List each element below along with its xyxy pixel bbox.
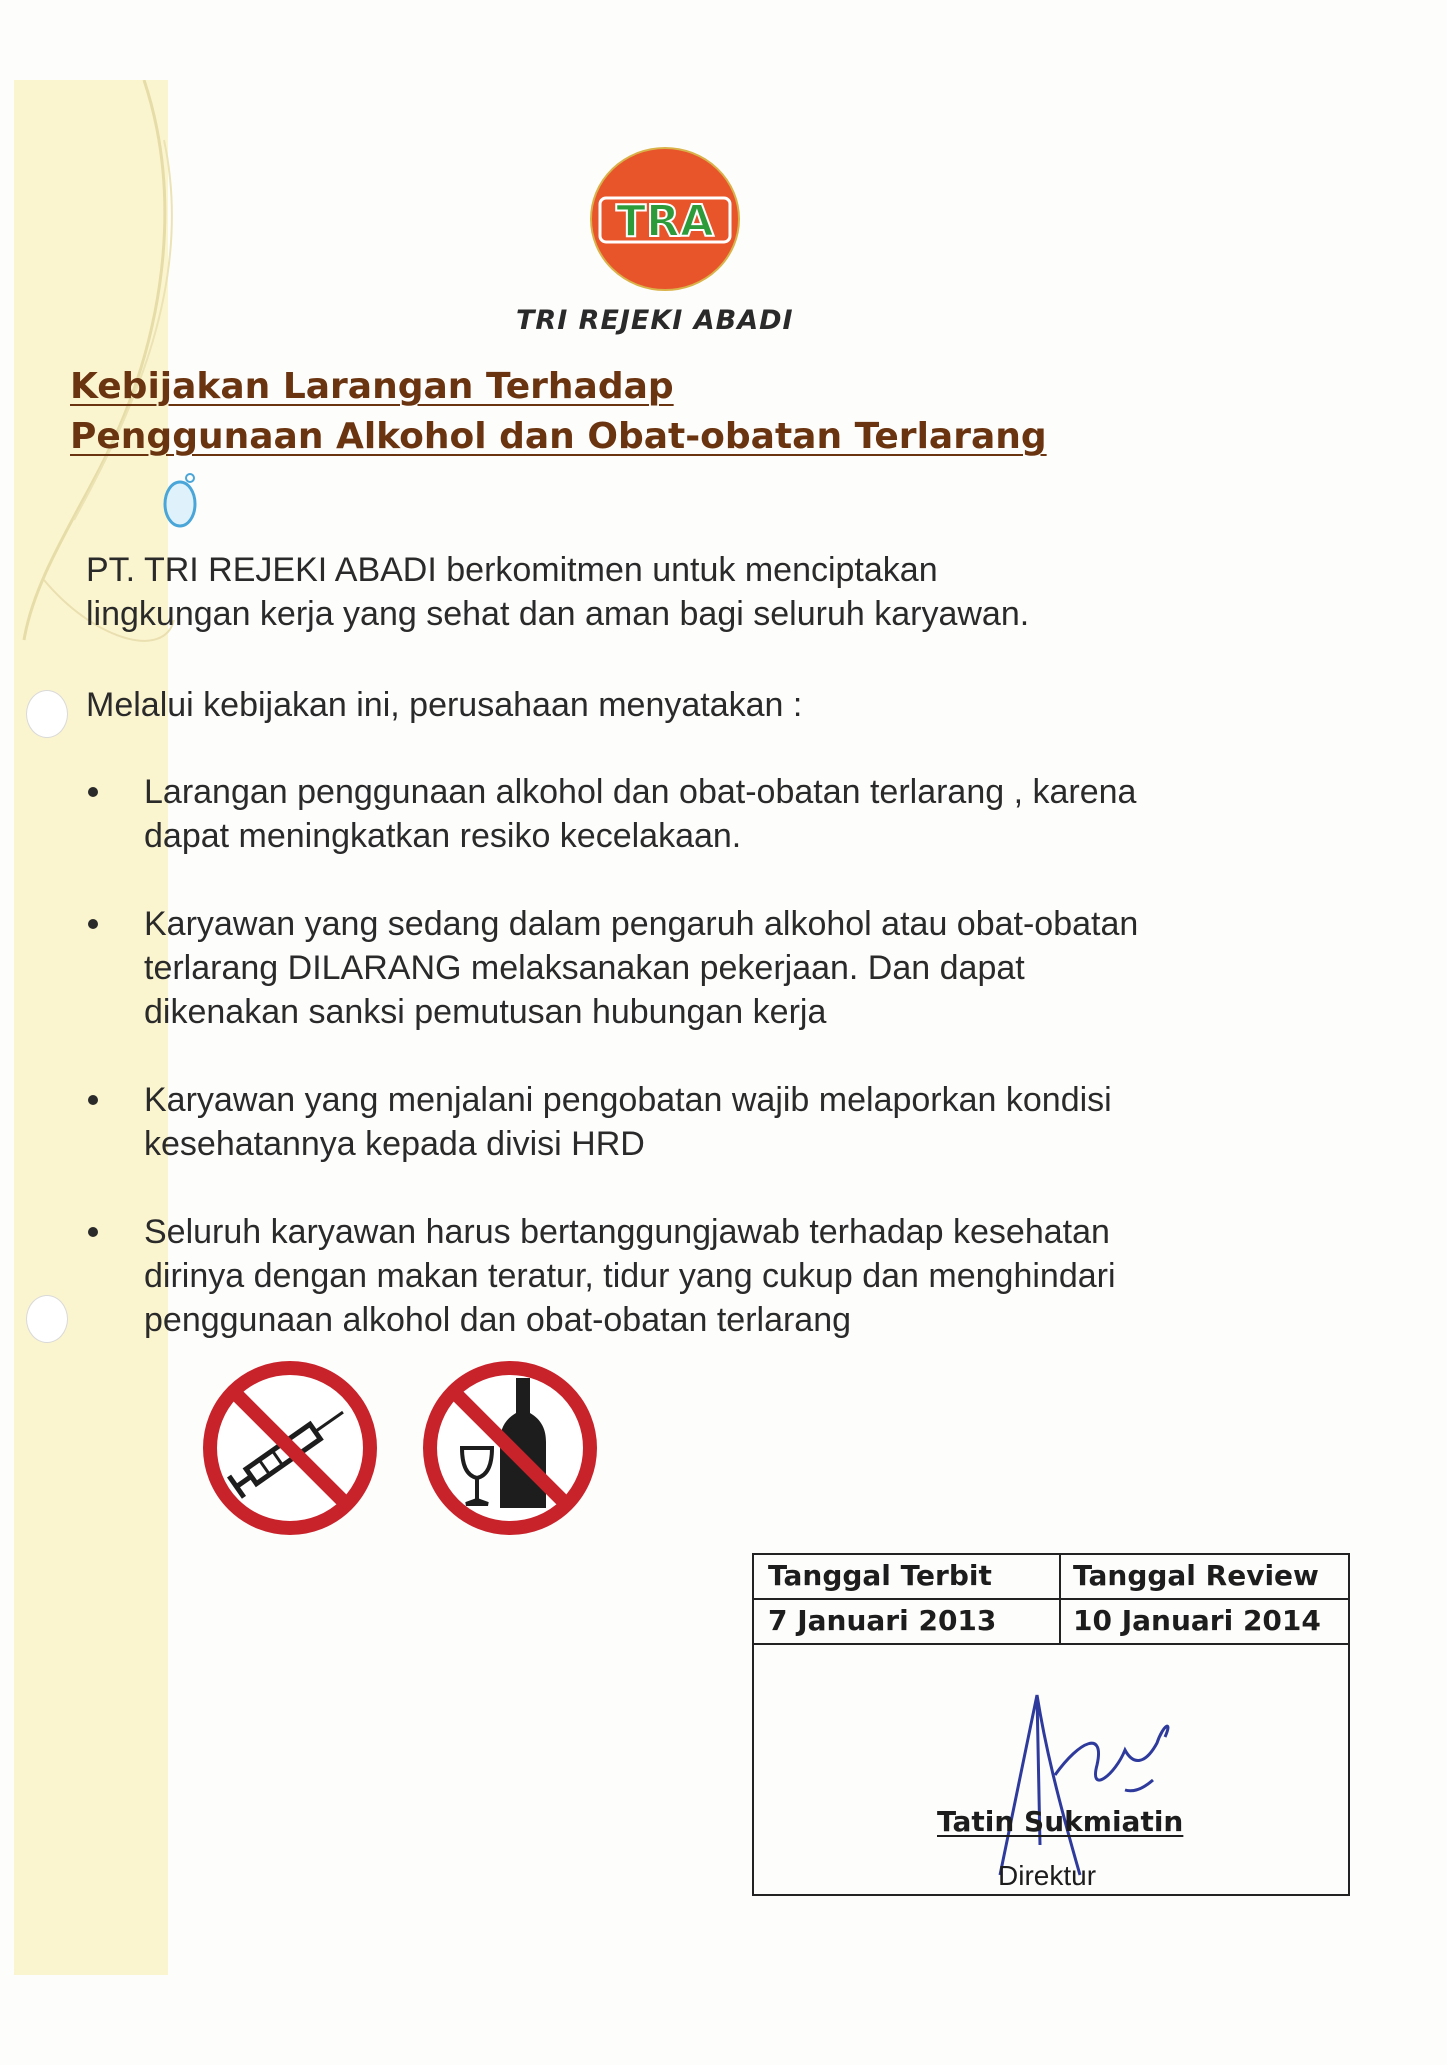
bullet-line: Larangan penggunaan alkohol dan obat-obatan terlarang , karena — [144, 773, 1137, 811]
bullet-dot — [88, 787, 98, 797]
bullet-dot — [88, 1095, 98, 1105]
intro-paragraph — [86, 548, 1286, 636]
list-item — [86, 1078, 1112, 1166]
tra-logo-icon — [590, 146, 740, 292]
no-alcohol-icon — [430, 1368, 590, 1528]
punch-hole-bottom — [26, 1295, 68, 1343]
bullet-line: penggunaan alkohol dan obat-obatan terlarang — [144, 1301, 852, 1339]
policy-title-line-2: Penggunaan Alkohol dan Obat-obatan Terlarang — [70, 416, 1047, 457]
review-date-label: Tanggal Review — [1073, 1559, 1319, 1592]
review-date-value: 10 Januari 2014 — [1073, 1604, 1321, 1637]
no-drugs-icon — [210, 1368, 370, 1528]
issue-date-value: 7 Januari 2013 — [768, 1604, 997, 1637]
list-item — [86, 770, 1136, 858]
signer-title: Direktur — [998, 1860, 1097, 1891]
signer-name: Tatin Sukmiatin — [937, 1805, 1184, 1838]
logo-text: TRA — [616, 196, 714, 247]
bullet-line: dirinya dengan makan teratur, tidur yang cukup dan menghindari — [144, 1257, 1116, 1295]
lead-statement: Melalui kebijakan ini, perusahaan menyatakan : — [86, 686, 803, 724]
bullet-line: dikenakan sanksi pemutusan hubungan kerja — [144, 993, 827, 1031]
row-divider — [754, 1598, 1348, 1600]
bullet-dot — [88, 919, 98, 929]
bullet-line: Karyawan yang sedang dalam pengaruh alkohol atau obat-obatan — [144, 905, 1139, 943]
water-drop-icon — [160, 470, 200, 530]
bullet-line: kesehatannya kepada divisi HRD — [144, 1125, 645, 1163]
bullet-dot — [88, 1227, 98, 1237]
list-item — [86, 902, 1138, 1034]
policy-title — [70, 362, 1047, 462]
company-name: TRI REJEKI ABADI — [516, 305, 794, 336]
prohibition-icons — [200, 1358, 620, 1538]
bullet-line: terlarang DILARANG melaksanakan pekerjaan. Dan dapat — [144, 949, 1025, 987]
issue-date-label: Tanggal Terbit — [768, 1559, 992, 1592]
bullet-line: dapat meningkatkan resiko kecelakaan. — [144, 817, 742, 855]
intro-line-1: PT. TRI REJEKI ABADI berkomitmen untuk menciptakan — [86, 551, 938, 589]
bullet-line: Seluruh karyawan harus bertanggungjawab terhadap kesehatan — [144, 1213, 1110, 1251]
punch-hole-top — [26, 690, 68, 738]
intro-line-2: lingkungan kerja yang sehat dan aman bagi seluruh karyawan. — [86, 595, 1030, 633]
list-item — [86, 1210, 1116, 1342]
handwritten-signature — [985, 1625, 1195, 1895]
bullet-line: Karyawan yang menjalani pengobatan wajib melaporkan kondisi — [144, 1081, 1112, 1119]
policy-title-line-1: Kebijakan Larangan Terhadap — [70, 366, 674, 407]
